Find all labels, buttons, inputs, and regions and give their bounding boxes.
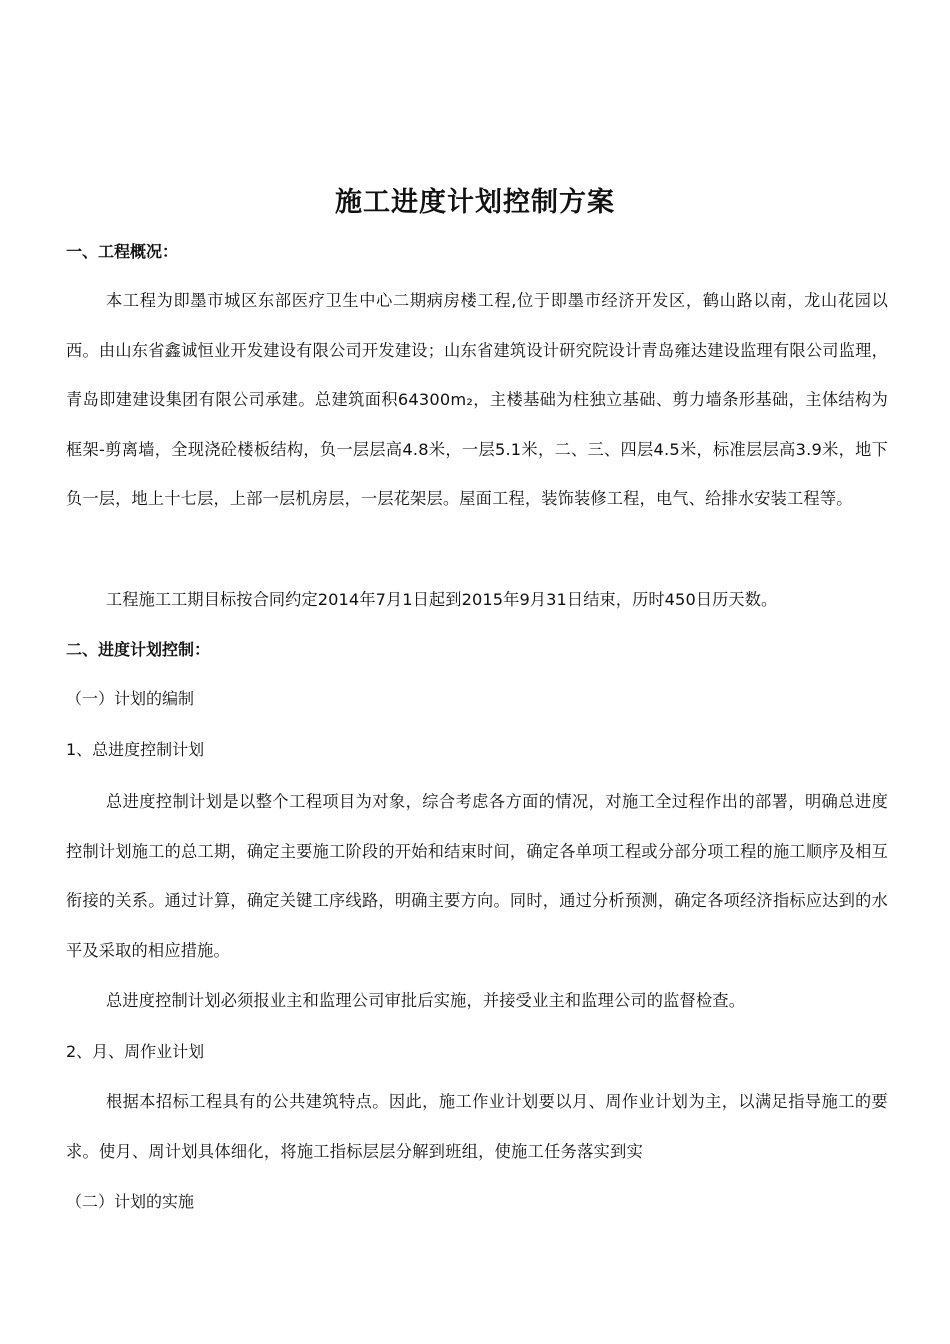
monthly-weekly-paragraph: 根据本招标工程具有的公共建筑特点。因此，施工作业计划要以月、周作业计划为主，以满足指导施工的要求。使月、周计划具体细化，将施工指标层层分解到班组，使施工任务落实到实 bbox=[66, 1092, 888, 1161]
master-schedule-paragraph: 总进度控制计划是以整个工程项目为对象，综合考虑各方面的情况，对施工全过程作出的部署，明确总进度控制计划施工的总工期，确定主要施工阶段的开始和结束时间，确定各单项工程或分部分项工程的施工顺序及相互衔接的关系。通过计算，确定关键工序线路，明确主要方向。同时，通过分析预测，确定各项经济指标应达到的水平及采取的相应措施。 bbox=[66, 792, 888, 960]
subsection-plan-implementation: （二）计划的实施 bbox=[66, 1192, 195, 1211]
item-title-master-schedule: 1、总进度控制计划 bbox=[66, 740, 205, 759]
schedule-target-paragraph: 工程施工工期目标按合同约定2014年7月1日起到2015年9月31日结束，历时450日历天数。 bbox=[106, 590, 778, 609]
section-heading-schedule-control: 二、进度计划控制： bbox=[66, 640, 211, 659]
subsection-plan-compilation: （一）计划的编制 bbox=[66, 689, 195, 708]
overview-paragraph: 本工程为即墨市城区东部医疗卫生中心二期病房楼工程,位于即墨市经济开发区，鹤山路以南，龙山花园以西。由山东省鑫诚恒业开发建设有限公司开发建设；山东省建筑设计研究院设计青岛雍达建设监理有限公司监理，青岛即建建设集团有限公司承建。总建筑面积64300m₂，主楼基础为柱独立基础、剪力墙条形基础，主体结构为框架-剪离墙，全现浇砼楼板结构，负一层层高4.8米，一层5.1米，二、三、四层4.5米，标准层层高3.9米，地下负一层，地上十七层，上部一层机房层，一层花架层。屋面工程，装饰装修工程，电气、给排水安装工程等。 bbox=[66, 291, 888, 509]
approval-paragraph: 总进度控制计划必须报业主和监理公司审批后实施，并接受业主和监理公司的监督检查。 bbox=[106, 991, 746, 1010]
section-heading-overview: 一、工程概况： bbox=[66, 242, 179, 261]
item-title-monthly-weekly-plan: 2、月、周作业计划 bbox=[66, 1042, 205, 1061]
document-title: 施工进度计划控制方案 bbox=[335, 187, 615, 218]
